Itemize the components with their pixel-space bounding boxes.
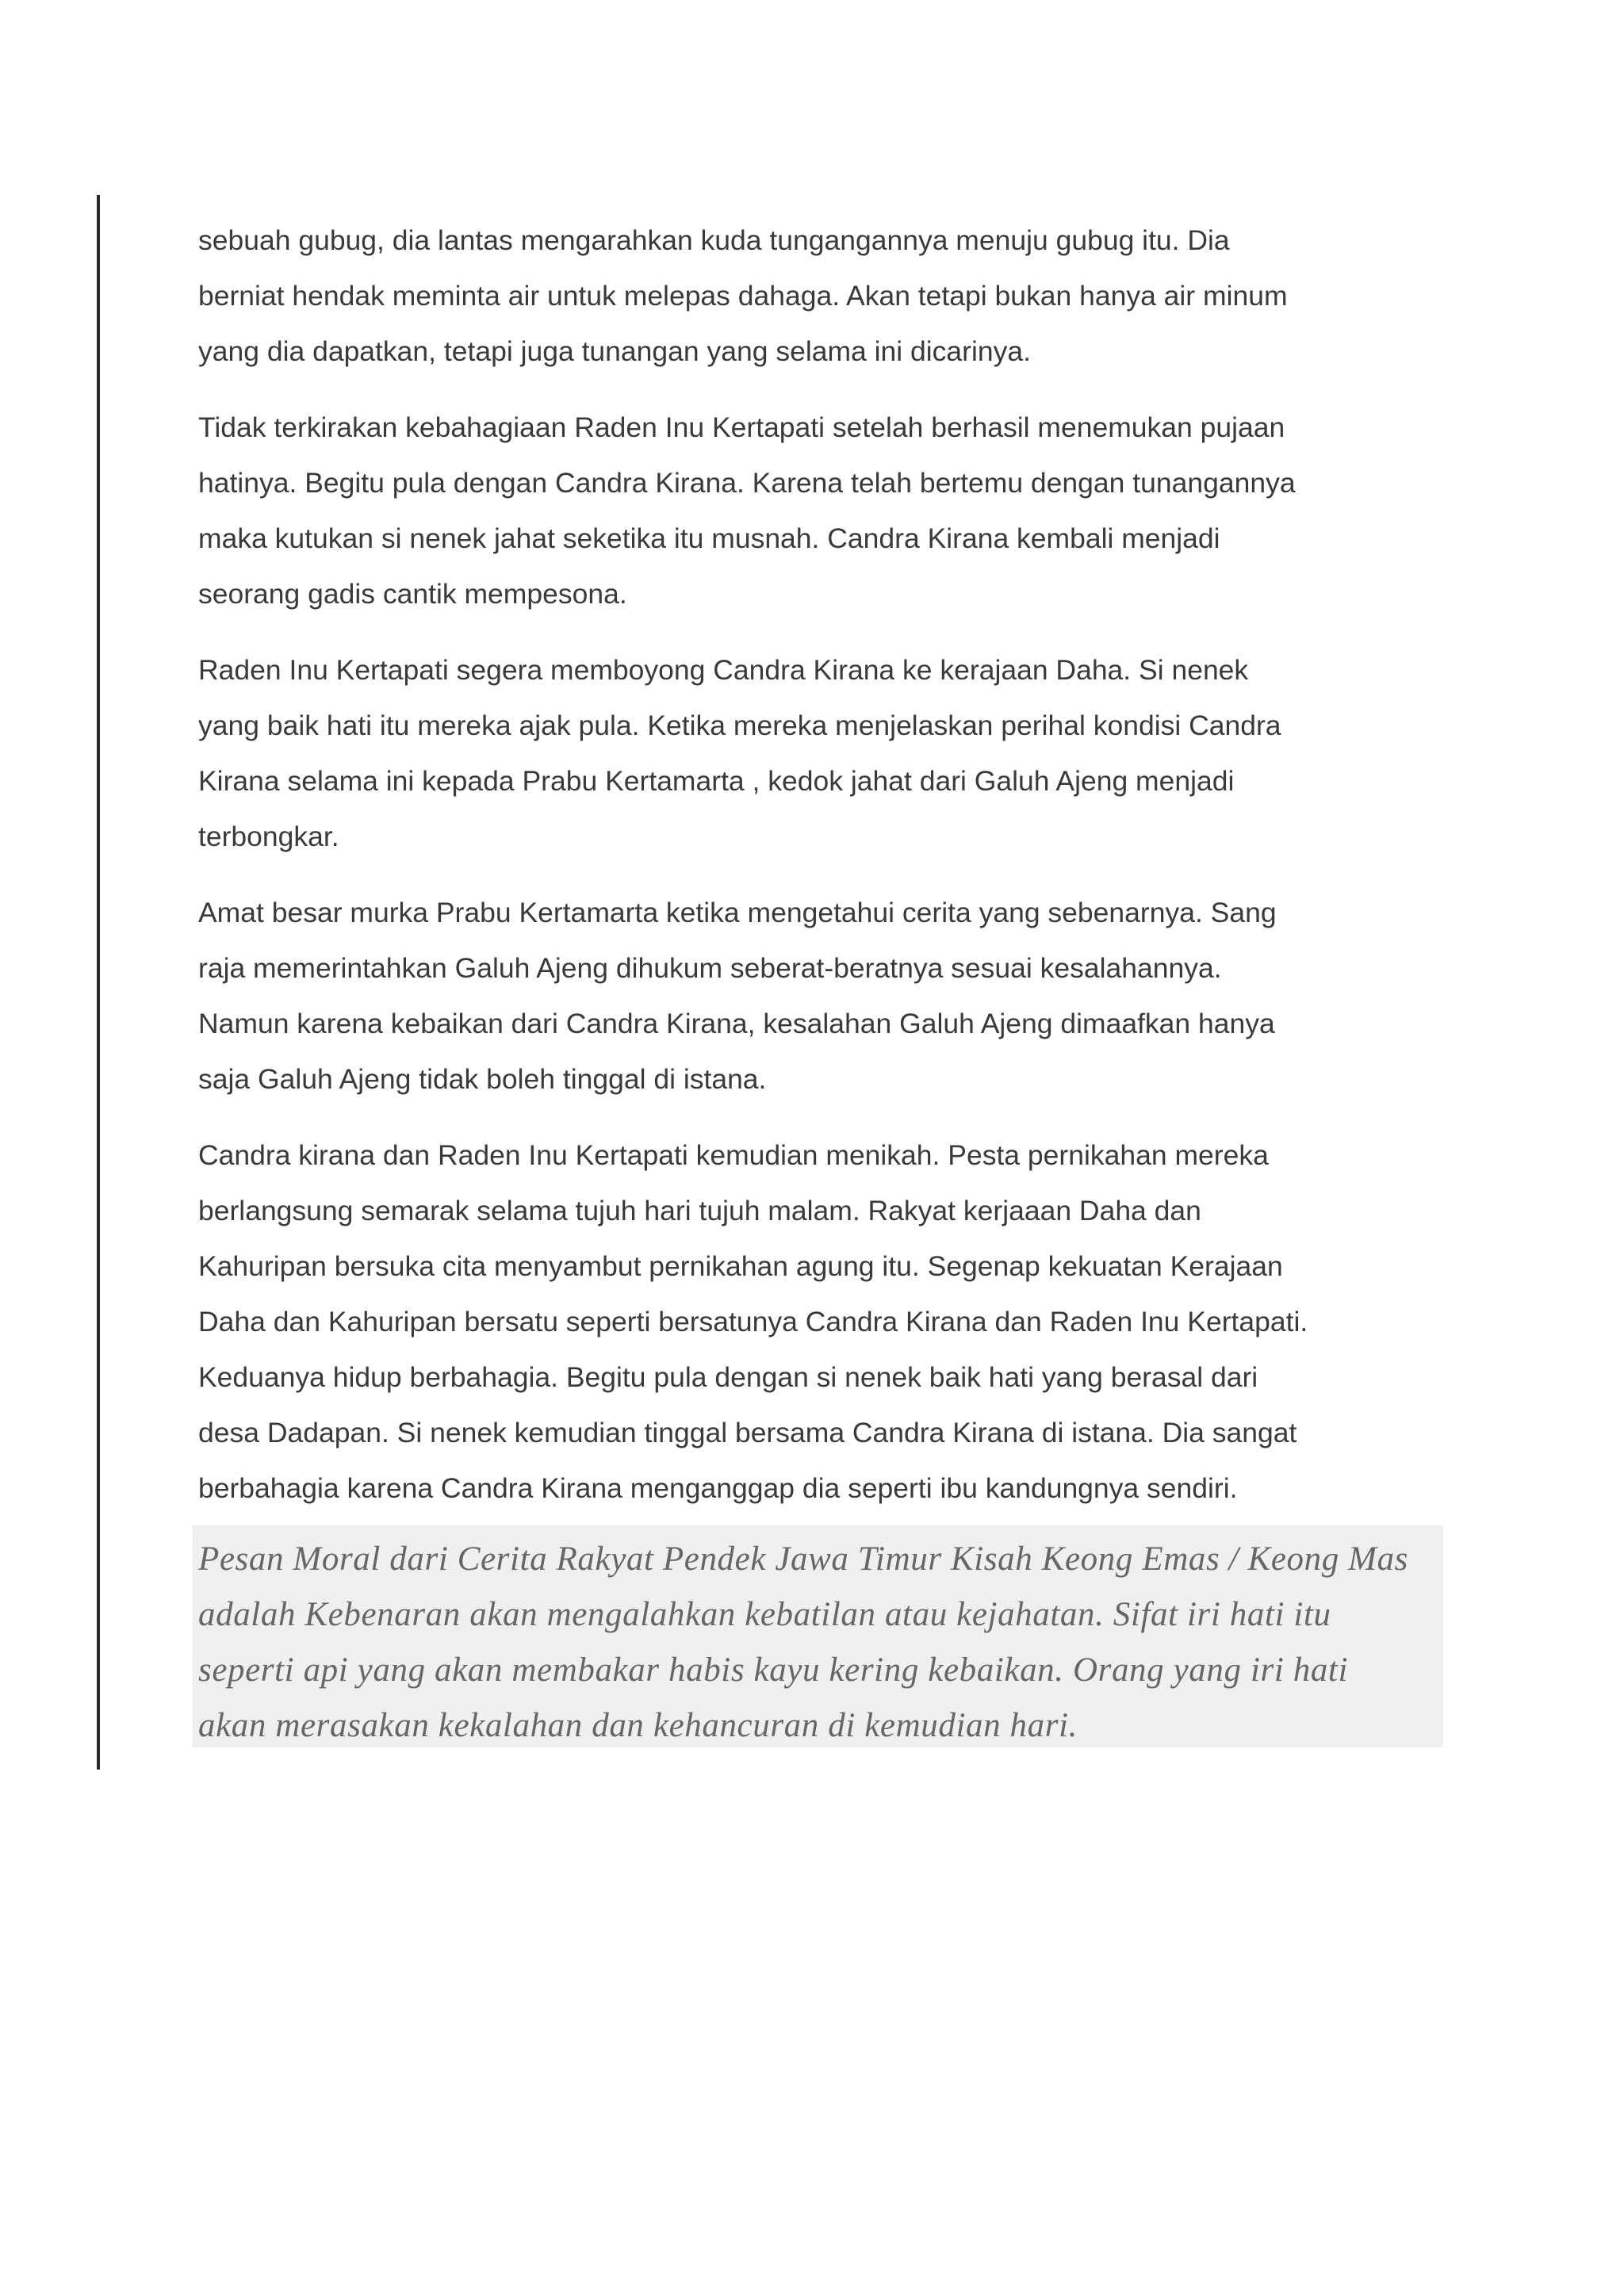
text-line: Kahuripan bersuka cita menyambut pernikahan agung itu. Segenap kekuatan Kerajaan [198, 1250, 1283, 1282]
text-line: berbahagia karena Candra Kirana menganggap dia seperti ibu kandungnya sendiri. [198, 1472, 1238, 1504]
text-line: Kirana selama ini kepada Prabu Kertamarta , kedok jahat dari Galuh Ajeng menjadi [198, 765, 1235, 797]
text-line: Tidak terkirakan kebahagiaan Raden Inu Kertapati setelah berhasil menemukan pujaan [198, 411, 1285, 443]
text-line: berniat hendak meminta air untuk melepas dahaga. Akan tetapi bukan hanya air minum [198, 280, 1288, 312]
left-margin-rule [97, 195, 100, 1770]
paragraph-3 [198, 642, 1435, 864]
moral-line: adalah Kebenaran akan mengalahkan kebatilan atau kejahatan. Sifat iri hati itu [198, 1596, 1331, 1633]
paragraph-5 [198, 1127, 1435, 1516]
text-line: raja memerintahkan Galuh Ajeng dihukum seberat-beratnya sesuai kesalahannya. [198, 952, 1222, 984]
text-line: desa Dadapan. Si nenek kemudian tinggal bersama Candra Kirana di istana. Dia sangat [198, 1417, 1297, 1448]
paragraph-1 [198, 212, 1435, 379]
text-line: yang baik hati itu mereka ajak pula. Ketika mereka menjelaskan perihal kondisi Candra [198, 710, 1281, 741]
text-line: sebuah gubug, dia lantas mengarahkan kuda tungangannya menuju gubug itu. Dia [198, 224, 1230, 256]
text-line: yang dia dapatkan, tetapi juga tunangan yang selama ini dicarinya. [198, 335, 1031, 367]
paragraph-4 [198, 885, 1435, 1107]
moral-line: akan merasakan kekalahan dan kehancuran di kemudian hari. [198, 1707, 1078, 1744]
text-line: Candra kirana dan Raden Inu Kertapati kemudian menikah. Pesta pernikahan mereka [198, 1139, 1269, 1171]
text-line: hatinya. Begitu pula dengan Candra Kirana. Karena telah bertemu dengan tunangannya [198, 467, 1296, 499]
paragraph-2 [198, 400, 1435, 622]
text-line: seorang gadis cantik mempesona. [198, 578, 627, 610]
text-line: Keduanya hidup berbahagia. Begitu pula dengan si nenek baik hati yang berasal dari [198, 1361, 1258, 1393]
text-line: Namun karena kebaikan dari Candra Kirana, kesalahan Galuh Ajeng dimaafkan hanya [198, 1008, 1275, 1039]
text-line: Amat besar murka Prabu Kertamarta ketika mengetahui cerita yang sebenarnya. Sang [198, 897, 1277, 928]
text-line: maka kutukan si nenek jahat seketika itu musnah. Candra Kirana kembali menjadi [198, 522, 1220, 554]
text-line: saja Galuh Ajeng tidak boleh tinggal di istana. [198, 1063, 767, 1095]
text-line: berlangsung semarak selama tujuh hari tujuh malam. Rakyat kerjaaan Daha dan [198, 1195, 1201, 1226]
moral-line: Pesan Moral dari Cerita Rakyat Pendek Jawa Timur Kisah Keong Emas / Keong Mas [198, 1540, 1409, 1578]
moral-message [198, 1532, 1435, 1754]
text-line: terbongkar. [198, 821, 339, 852]
text-line: Daha dan Kahuripan bersatu seperti bersatunya Candra Kirana dan Raden Inu Kertapati. [198, 1306, 1308, 1337]
story-body [198, 212, 1435, 1536]
text-line: Raden Inu Kertapati segera memboyong Candra Kirana ke kerajaan Daha. Si nenek [198, 654, 1249, 686]
moral-line: seperti api yang akan membakar habis kayu kering kebaikan. Orang yang iri hati [198, 1651, 1349, 1689]
